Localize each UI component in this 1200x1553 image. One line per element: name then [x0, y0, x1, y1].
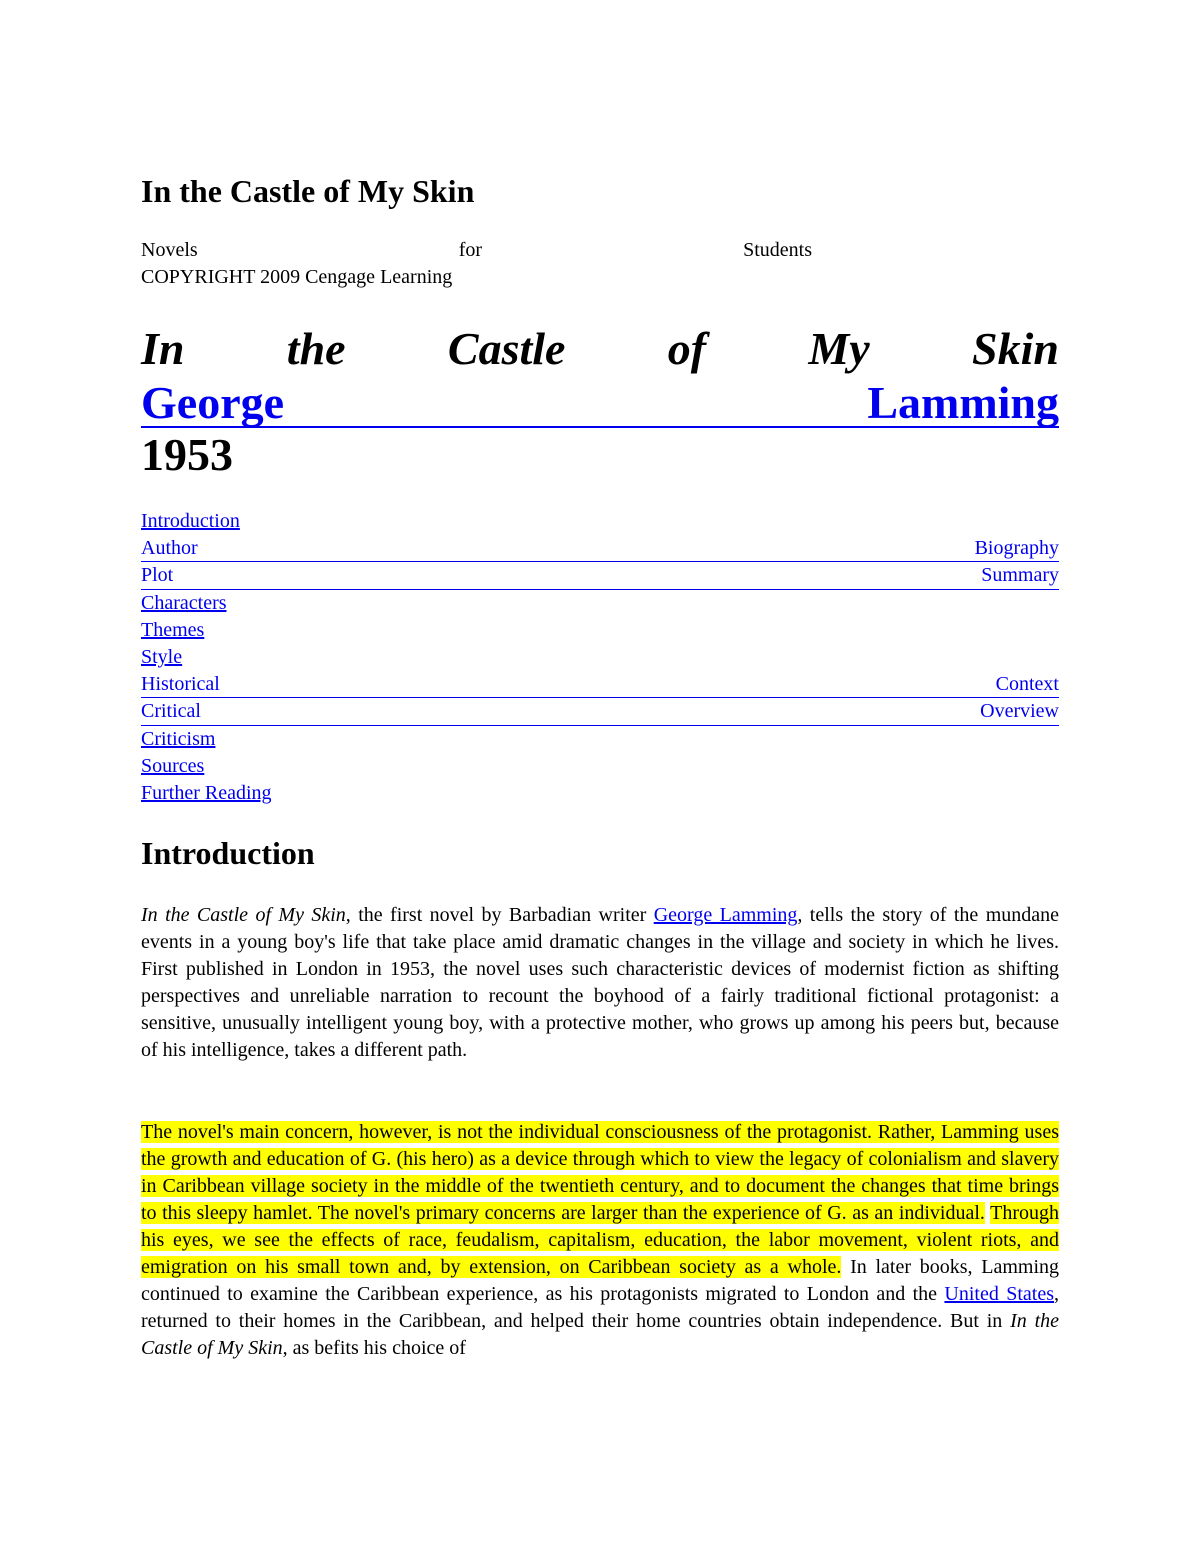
- big-title-word: Castle: [447, 323, 566, 374]
- toc-link-criticism[interactable]: Criticism: [141, 727, 216, 750]
- toc-link-characters[interactable]: Characters: [141, 591, 227, 614]
- series-line: [141, 237, 812, 264]
- toc-link-word: Historical: [141, 673, 220, 696]
- introduction-paragraph-1: [141, 902, 1059, 1064]
- toc-link-author-biography[interactable]: [141, 535, 1059, 562]
- paragraph-text: , returned to their homes in the Caribbean, and helped their home countries obtain independence. But in: [141, 1283, 1059, 1332]
- toc-link-word: Author: [141, 537, 198, 560]
- toc-link-word: Overview: [980, 700, 1059, 723]
- introduction-paragraph-2: [141, 1119, 1059, 1362]
- book-title-italic: In the Castle of My Skin: [141, 904, 346, 926]
- toc-link-introduction[interactable]: Introduction: [141, 510, 240, 532]
- big-title-word: of: [667, 323, 707, 374]
- big-title: [141, 322, 1059, 376]
- paragraph-text: In later books, Lamming continued to examine the Caribbean experience, as his protagonists migrated to London and the: [141, 1256, 1060, 1305]
- toc-link-further-reading[interactable]: Further Reading: [141, 781, 272, 804]
- paragraph-text: , as befits his choice of: [282, 1337, 466, 1359]
- united-states-link[interactable]: United States: [944, 1283, 1054, 1305]
- toc-link-themes[interactable]: Themes: [141, 618, 205, 641]
- author-first-name: George: [141, 377, 285, 428]
- paragraph-text: , tells the story of the mundane events in a young boy's life that take place amid dramatic changes in the village and society in which he lives. First published in London in 1953, the novel uses such characteristic devices of modernist fiction as shifting perspectives and unreliable narration to recount the boyhood of a fairly traditional fictional protagonist: a sensitive, unusually intelligent young boy, with a protective mother, who grows up among his peers but, because of his intelligence, takes a different path.: [141, 904, 1060, 1061]
- big-title-word: In: [141, 323, 185, 374]
- big-title-word: Skin: [972, 323, 1059, 374]
- toc-link-style[interactable]: Style: [141, 645, 183, 668]
- toc-link-plot-summary[interactable]: [141, 562, 1059, 589]
- toc-link-critical-overview[interactable]: [141, 698, 1059, 725]
- publication-year: 1953: [141, 429, 233, 480]
- series-word-novels: Novels: [141, 239, 198, 261]
- source-metadata: [141, 237, 812, 291]
- highlighted-text: The novel's main concern, however, is not the individual consciousness of the protagonist. Rather, Lamming uses the growth and education of G. (his hero) as a device through which to view the legacy of colonialism and slavery in Caribbean village society in the middle of the twentieth century, and to document the changes that time brings to this sleepy hamlet. The novel's primary concerns are larger than the experience of G. as an individual.: [141, 1121, 1059, 1224]
- title-block: [141, 322, 1059, 482]
- paragraph-text: , the first novel by Barbadian writer: [345, 904, 654, 926]
- table-of-contents: [141, 508, 1059, 807]
- author-last-name: Lamming: [867, 377, 1059, 428]
- toc-link-word: Summary: [981, 564, 1059, 587]
- document-title: In the Castle of My Skin: [141, 173, 475, 209]
- toc-link-historical-context[interactable]: [141, 671, 1059, 698]
- author-link[interactable]: [141, 376, 1059, 428]
- big-title-word: the: [286, 323, 346, 374]
- book-title-italic: In the Castle of My Skin: [141, 1310, 1060, 1359]
- author-inline-link[interactable]: George Lamming: [653, 904, 798, 926]
- toc-link-word: Critical: [141, 700, 201, 723]
- big-title-word: My: [808, 323, 870, 374]
- copyright-line: COPYRIGHT 2009 Cengage Learning: [141, 266, 453, 288]
- toc-link-word: Context: [995, 673, 1059, 696]
- series-word-for: for: [458, 239, 483, 261]
- toc-link-word: Plot: [141, 564, 174, 587]
- series-word-students: Students: [743, 239, 812, 261]
- highlighted-text: Through his eyes, we see the effects of race, feudalism, capitalism, education, the labor movement, violent riots, and emigration on his small town and, by extension, on Caribbean society as a whole.: [141, 1202, 1060, 1278]
- toc-link-sources[interactable]: Sources: [141, 754, 205, 777]
- introduction-heading: Introduction: [141, 835, 315, 871]
- toc-link-word: Biography: [974, 537, 1059, 560]
